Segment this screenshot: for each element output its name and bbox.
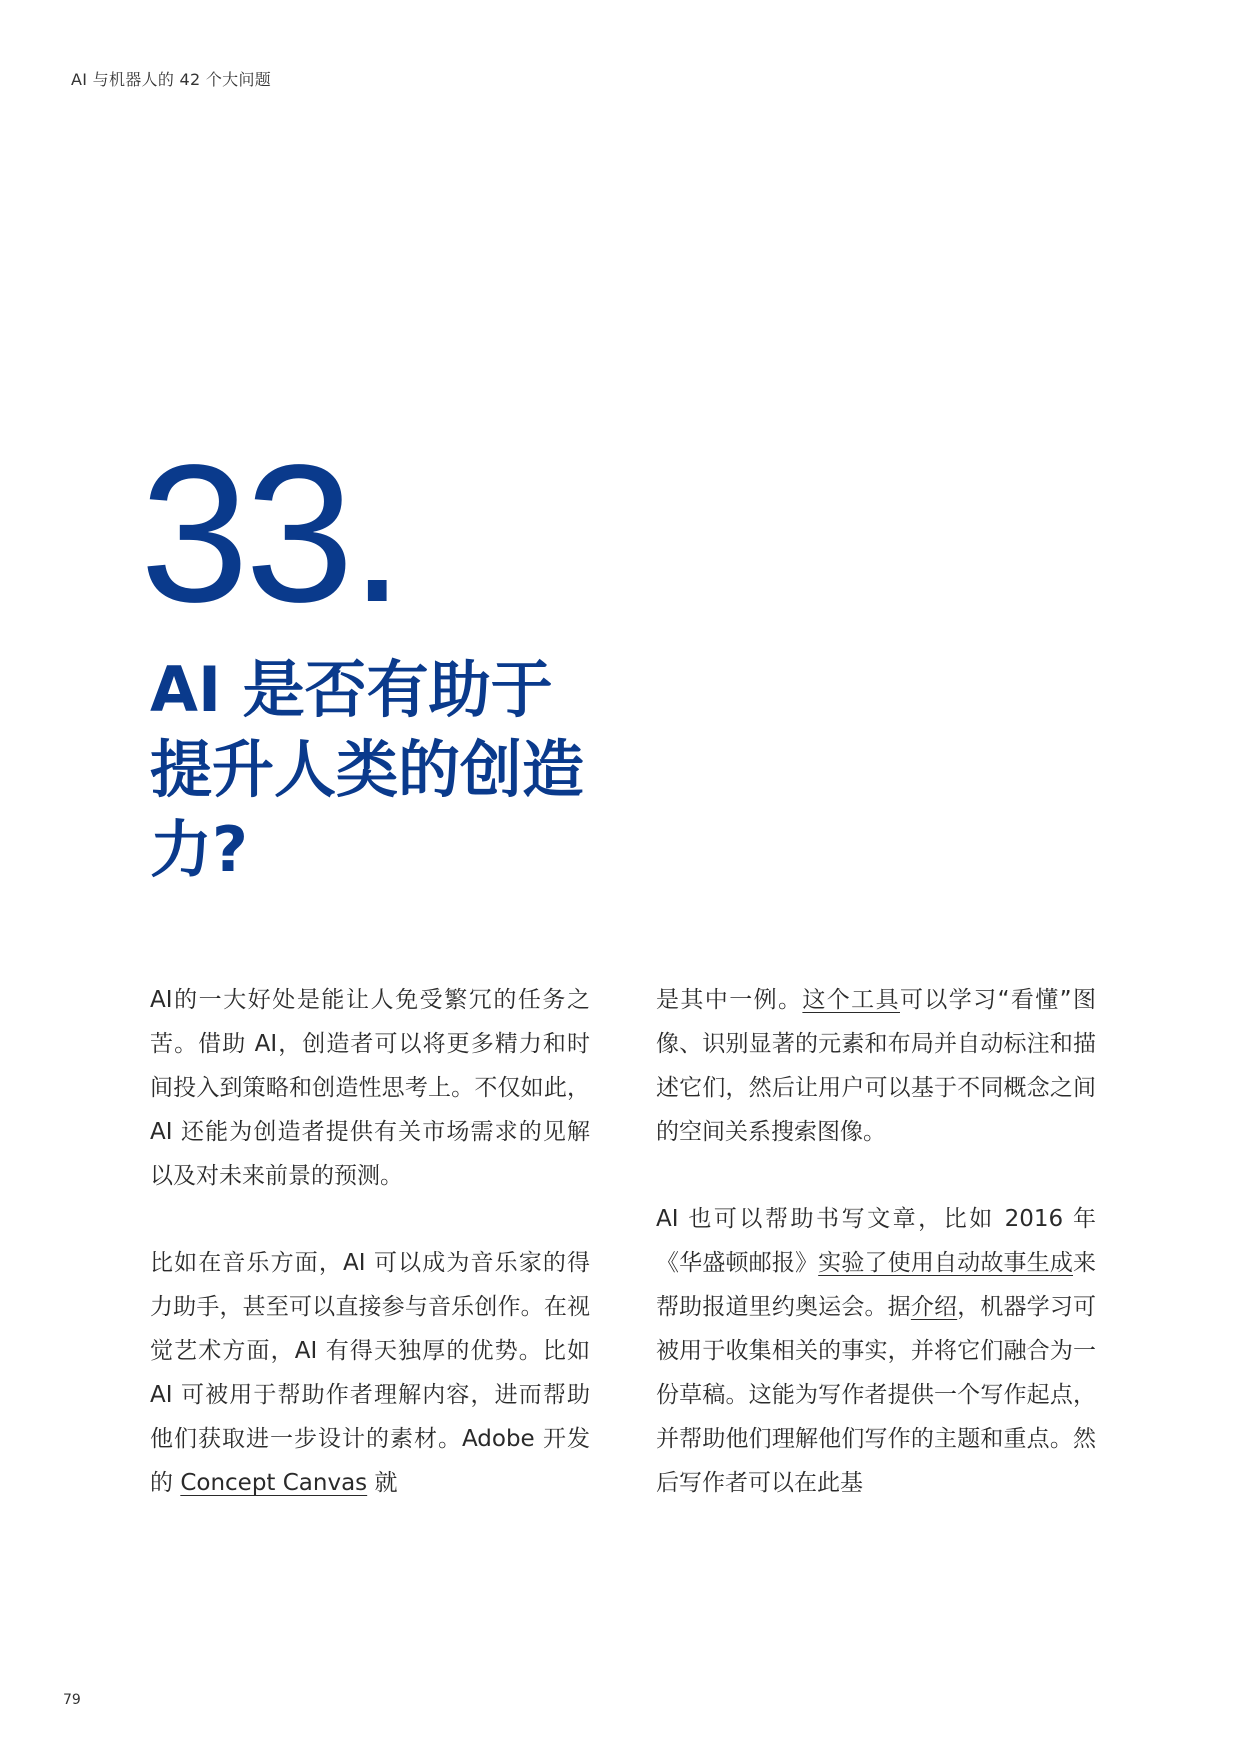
this-tool-link[interactable]: 这个工具 xyxy=(802,987,900,1013)
paragraph xyxy=(150,1241,590,1505)
paragraph xyxy=(656,978,1096,1154)
paragraph xyxy=(656,1197,1096,1505)
introduction-link[interactable]: 介绍 xyxy=(910,1294,958,1320)
paragraph-text: ，机器学习可被用于收集相关的事实，并将它们融合为一份草稿。这能为写作者提供一个写作起点，并帮助他们理解他们写作的主题和重点。然后写作者可以在此基 xyxy=(656,1294,1097,1496)
paragraph-text: 可以学习“看懂”图像、识别显著的元素和布局并自动标注和描述它们，然后让用户可以基于不同概念之间的空间关系搜索图像。 xyxy=(656,987,1096,1145)
page-number: 79 xyxy=(63,1692,81,1708)
body-column-left xyxy=(150,978,590,1548)
paragraph-text: 比如在音乐方面，AI 可以成为音乐家的得力助手，甚至可以直接参与音乐创作。在视觉艺术方面，AI 有得天独厚的优势。比如 AI 可被用于帮助作者理解内容，进而帮助他们获取进一步设计的素材。Adobe 开发的 xyxy=(150,1250,590,1496)
paragraph-text: 来帮助报道里约奥运会。据 xyxy=(656,1250,1097,1320)
concept-canvas-link[interactable]: Concept Canvas xyxy=(180,1470,368,1496)
chapter-title: AI 是否有助于提升人类的创造力? xyxy=(150,653,585,886)
paragraph-text: 是其中一例。 xyxy=(656,987,803,1013)
chapter-number: 33. xyxy=(140,424,401,643)
running-header: AI 与机器人的 42 个大问题 xyxy=(71,70,272,89)
paragraph-text: AI 也可以帮助书写文章，比如 2016 年《华盛顿邮报》 xyxy=(656,1206,1096,1276)
paragraph: AI的一大好处是能让人免受繁冗的任务之苦。借助 AI，创造者可以将更多精力和时间投入到策略和创造性思考上。不仅如此，AI 还能为创造者提供有关市场需求的见解以及对未来前景的预测。 xyxy=(150,987,590,1189)
paragraph-text: 就 xyxy=(367,1470,398,1496)
automated-story-link[interactable]: 实验了使用自动故事生成 xyxy=(818,1250,1074,1276)
body-column-right xyxy=(656,978,1096,1548)
